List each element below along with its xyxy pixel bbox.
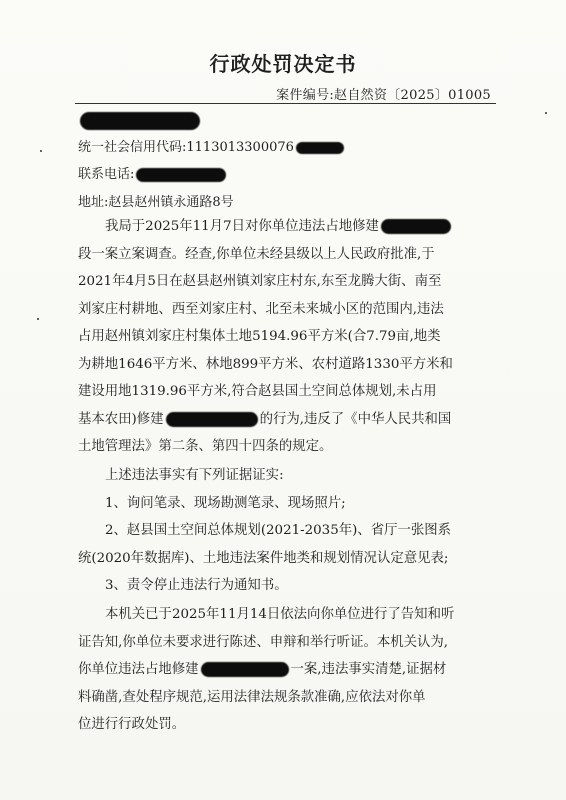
paragraph-row: 段一案立案调查。经查,你单位未经县级以上人民政府批准,于: [78, 246, 435, 262]
redacted-credit-code: [296, 142, 344, 154]
paragraph-row: 基本农田)修建 的行为,违反了《中华人民共和国: [78, 411, 452, 427]
paragraph-row: 位进行行政处罚。: [78, 717, 186, 732]
paragraph-row: 土地管理法》第二条、第四十四条的规定。: [78, 439, 333, 454]
paragraph-row: 刘家庄村耕地、西至刘家庄村、北至未来城小区的范围内,违法: [78, 301, 444, 317]
credit-code-label: 统一社会信用代码:: [78, 140, 187, 155]
paragraph-row: 占用赵州镇刘家庄村集体土地5194.96平方米(合7.79亩,地类: [78, 329, 441, 344]
paragraph-evidence: [78, 462, 498, 600]
redacted-phone: [136, 168, 226, 182]
case-number-underline: [75, 103, 496, 104]
redacted-project-name: [381, 219, 451, 234]
evidence-item-1: 1、询问笔录、现场勘测笔录、现场照片;: [105, 495, 346, 511]
paragraph-conclusion: [78, 601, 498, 739]
evidence-item-3: 3、责令停止违法行为通知书。: [105, 578, 288, 593]
paragraph-row: 建设用地1319.96平方米,符合赵县国土空间总体规划,未占用: [78, 384, 437, 399]
paragraph-row: 我局于2025年11月7日对你单位违法占地修建: [78, 213, 498, 241]
redacted-project-name: [201, 662, 289, 677]
redacted-project-name: [166, 412, 258, 427]
case-number: 案件编号:赵自然资〔2025〕01005: [276, 88, 491, 103]
paragraph-row: 料确凿,查处程序规范,运用法律法规条款准确,应依法对你单: [78, 689, 426, 705]
scan-speck: [37, 318, 39, 320]
paragraph-row: 2021年4月5日在赵县赵州镇刘家庄村东,东至龙腾大街、南至: [78, 274, 442, 289]
phone-line: [78, 163, 226, 182]
document-title: 行政处罚决定书: [209, 52, 357, 76]
evidence-intro: 上述违法事实有下列证据证实:: [105, 468, 284, 483]
redacted-party-name: [80, 112, 200, 130]
paragraph-row: 本机关已于2025年11月14日依法向你单位进行了告知和听: [105, 607, 455, 622]
scan-speck: [40, 150, 42, 152]
credit-code-line: [78, 136, 344, 155]
phone-label: 联系电话:: [78, 167, 135, 182]
scan-speck: [545, 112, 547, 114]
paragraph-row: 为耕地1646平方米、林地899平方米、农村道路1330平方米和: [78, 356, 453, 372]
evidence-item-2: 2、赵县国土空间总体规划(2021-2035年)、省厅一张图系: [105, 523, 452, 538]
paragraph-findings: [78, 213, 498, 461]
evidence-item-2-cont: 统(2020年数据库)、土地违法案件地类和规划情况认定意见表;: [78, 550, 449, 566]
credit-code-value: 1113013300076: [186, 140, 294, 155]
address-line: 地址:赵县赵州镇永通路8号: [78, 195, 234, 210]
paragraph-row: 证告知,你单位未要求进行陈述、申辩和举行听证。本机关认为,: [78, 634, 449, 650]
paragraph-row: 你单位违法占地修建 一案,违法事实清楚,证据材: [78, 662, 447, 677]
